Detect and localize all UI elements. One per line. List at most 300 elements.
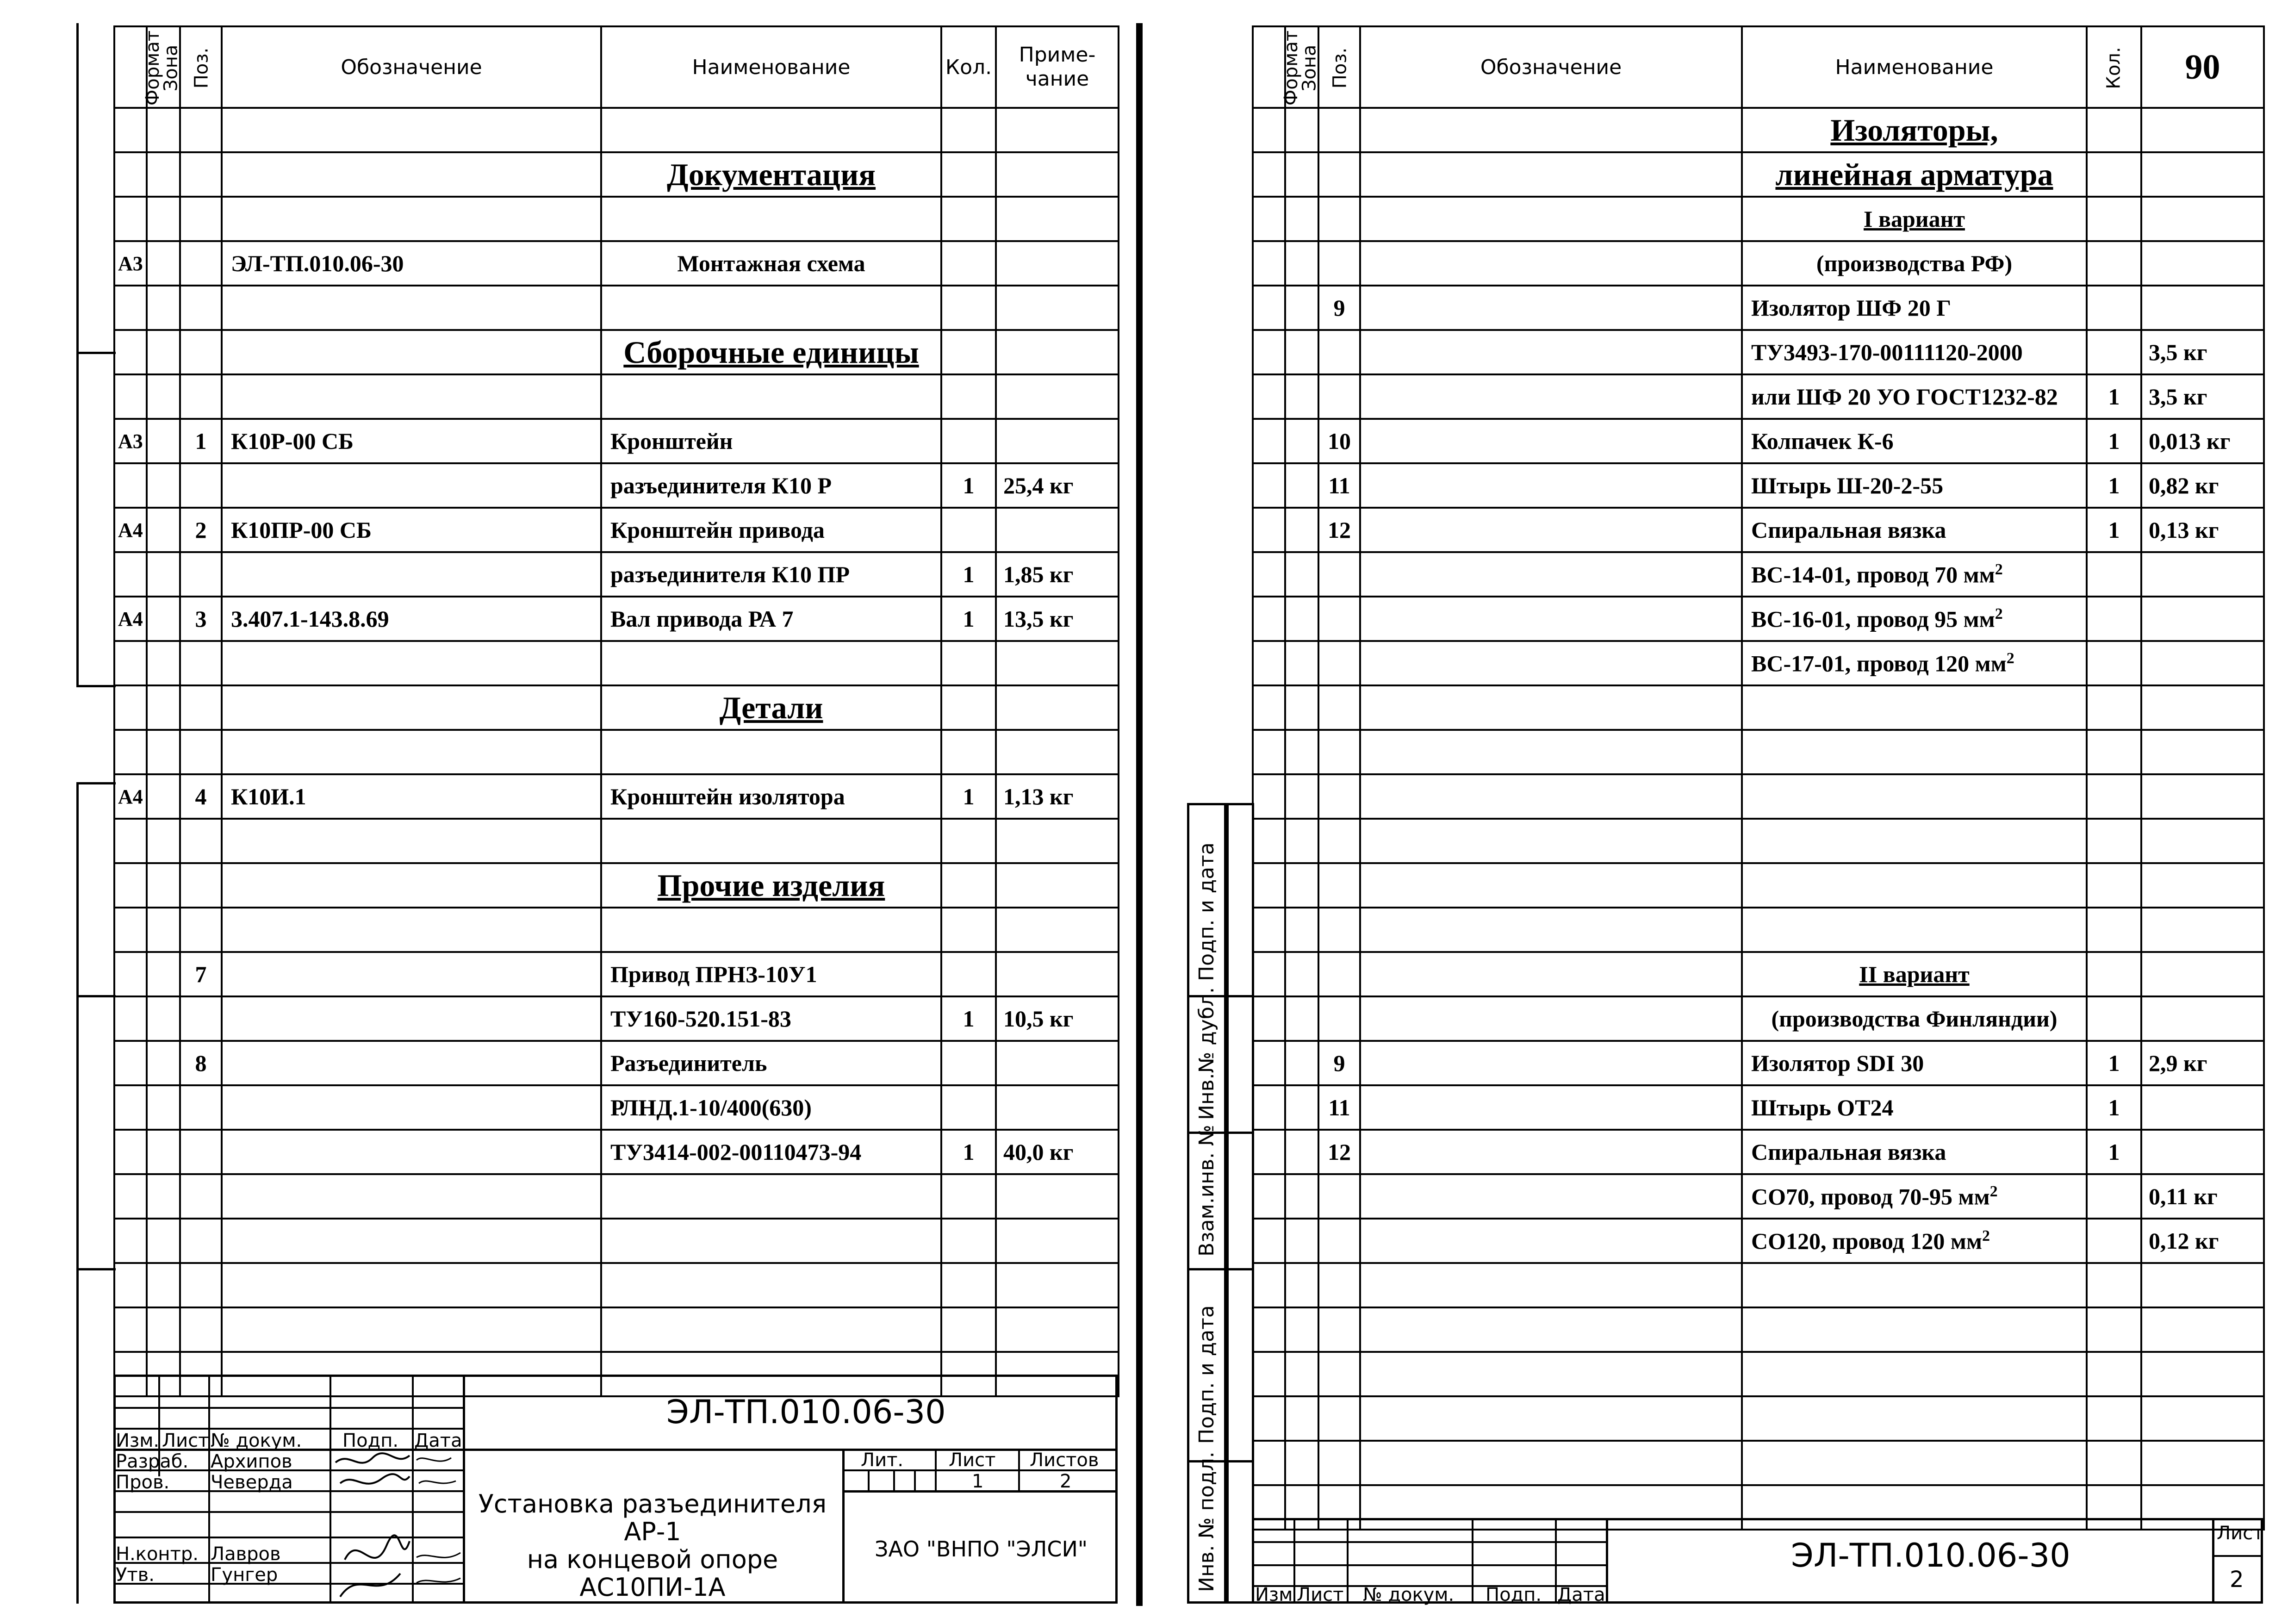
cell-designation: [1360, 419, 1742, 463]
cell-designation: [222, 641, 601, 685]
cell-qty: 1: [941, 463, 996, 508]
cell-pos: 3: [180, 597, 222, 641]
header-zone: Зона: [1285, 26, 1318, 108]
cell-qty: 1: [941, 597, 996, 641]
cell-qty: 1: [941, 774, 996, 819]
cell-note: 13,5 кг: [996, 597, 1119, 641]
table-row: [114, 1130, 1119, 1174]
cell-note: [996, 819, 1119, 863]
table-row: [1253, 774, 2264, 819]
table-row: [114, 641, 1119, 685]
cell-format: [1253, 152, 1285, 197]
cell-format: А4: [114, 508, 147, 552]
cell-pos: 2: [180, 508, 222, 552]
cell-format: [1253, 241, 1285, 286]
cell-pos: [180, 374, 222, 419]
cell-designation: [1360, 730, 1742, 774]
cell-zone: [147, 463, 180, 508]
cell-qty: [2087, 1219, 2141, 1263]
header-format: Формат: [1253, 26, 1285, 108]
cell-zone: [1285, 1352, 1318, 1396]
cell-qty: [2087, 996, 2141, 1041]
col-list: Лист: [162, 1430, 209, 1451]
cell-name: Кронштейн привода: [601, 508, 941, 552]
cell-format: [114, 685, 147, 730]
cell-name: [1742, 108, 2087, 152]
cell-format: [114, 996, 147, 1041]
cell-zone: [147, 1174, 180, 1219]
cell-note: [996, 108, 1119, 152]
cell-designation: [222, 374, 601, 419]
role-nkontr: Н.контр.: [116, 1543, 199, 1565]
cell-zone: [1285, 286, 1318, 330]
cell-qty: 1: [2087, 463, 2141, 508]
cell-zone: [147, 1219, 180, 1263]
cell-zone: [147, 774, 180, 819]
table-row: [1253, 952, 2264, 996]
cell-name-text: II вариант: [1859, 961, 1970, 987]
cell-name: [1742, 1352, 2087, 1396]
left-binding-line: [76, 23, 79, 687]
cell-name: [1742, 463, 2087, 508]
cell-note: 0,12 кг: [2141, 1219, 2264, 1263]
cell-name: [1742, 286, 2087, 330]
cell-name: Привод ПРНЗ-10У1: [601, 952, 941, 996]
cell-designation: [1360, 1041, 1742, 1085]
cell-designation: [222, 1085, 601, 1130]
cell-name-text: (производства Финляндии): [1771, 1006, 2058, 1032]
cell-zone: [1285, 463, 1318, 508]
table-row: [114, 597, 1119, 641]
table-row: [1253, 819, 2264, 863]
cell-qty: [941, 241, 996, 286]
table-row: [114, 552, 1119, 597]
table-row: [1253, 1441, 2264, 1485]
cell-format: [114, 908, 147, 952]
cell-designation: [1360, 996, 1742, 1041]
cell-note: [2141, 597, 2264, 641]
cell-designation: [1360, 197, 1742, 241]
cell-zone: [1285, 819, 1318, 863]
table-row: [114, 1219, 1119, 1263]
cell-name-superscript: 2: [1995, 560, 2003, 578]
cell-format: [1253, 1396, 1285, 1441]
cell-note: [2141, 952, 2264, 996]
side-podp-data-2: Подп. и дата: [1195, 1305, 1218, 1444]
cell-format: [114, 552, 147, 597]
cell-name: [1742, 152, 2087, 197]
cell-note: [996, 1219, 1119, 1263]
cell-designation: [1360, 241, 1742, 286]
cell-format: [1253, 730, 1285, 774]
sheet-label: Лист: [949, 1450, 996, 1471]
right-col-ndoc: № докум.: [1363, 1584, 1455, 1605]
cell-pos: [180, 1130, 222, 1174]
cell-designation: К10И.1: [222, 774, 601, 819]
cell-zone: [1285, 1041, 1318, 1085]
cell-name: [1742, 1041, 2087, 1085]
cell-format: [1253, 1352, 1285, 1396]
cell-designation: [222, 1130, 601, 1174]
cell-name-text: ВС-14-01, провод 70 мм: [1751, 561, 1995, 588]
side-strip-inner: [1226, 803, 1254, 1604]
cell-qty: [2087, 330, 2141, 374]
cell-name: [1742, 863, 2087, 908]
cell-name-text: линейная арматура: [1775, 156, 2053, 192]
cell-note: [996, 241, 1119, 286]
table-row: [114, 1307, 1119, 1352]
cell-format: [1253, 108, 1285, 152]
cell-format: [1253, 419, 1285, 463]
cell-qty: [941, 152, 996, 197]
cell-qty: [2087, 685, 2141, 730]
header-note: Приме- чание: [996, 26, 1119, 108]
cell-format: [1253, 1085, 1285, 1130]
cell-name-text: (производства РФ): [1816, 250, 2013, 276]
cell-zone: [147, 330, 180, 374]
table-row: [114, 1174, 1119, 1219]
cell-pos: 11: [1318, 463, 1360, 508]
cell-qty: [941, 419, 996, 463]
cell-qty: 1: [2087, 508, 2141, 552]
cell-note: 0,013 кг: [2141, 419, 2264, 463]
cell-format: [1253, 1130, 1285, 1174]
cell-name: [1742, 419, 2087, 463]
table-row: [114, 1263, 1119, 1307]
lit-label: Лит.: [861, 1450, 904, 1471]
table-row: [114, 1041, 1119, 1085]
table-row: [114, 952, 1119, 996]
cell-name: разъединителя К10 Р: [601, 463, 941, 508]
cell-pos: [1318, 908, 1360, 952]
cell-pos: [180, 286, 222, 330]
cell-zone: [147, 241, 180, 286]
cell-name: Кронштейн изолятора: [601, 774, 941, 819]
cell-format: [114, 1041, 147, 1085]
sheets-label: Листов: [1030, 1450, 1099, 1471]
cell-designation: [222, 908, 601, 952]
cell-zone: [1285, 1085, 1318, 1130]
cell-pos: [1318, 374, 1360, 419]
cell-qty: [941, 1085, 996, 1130]
cell-name: [1742, 1307, 2087, 1352]
side-vzam-inv: Взам.инв. №: [1195, 1125, 1218, 1257]
cell-designation: [222, 1263, 601, 1307]
cell-name: [1742, 1219, 2087, 1263]
cell-format: [114, 374, 147, 419]
cell-name: РЛНД.1-10/400(630): [601, 1085, 941, 1130]
cell-pos: 12: [1318, 1130, 1360, 1174]
table-row: [1253, 152, 2264, 197]
cell-name: Кронштейн: [601, 419, 941, 463]
cell-pos: [1318, 152, 1360, 197]
cell-zone: [1285, 641, 1318, 685]
cell-note: [996, 1041, 1119, 1085]
cell-name: [1742, 1174, 2087, 1219]
table-row: [114, 152, 1119, 197]
cell-qty: [941, 819, 996, 863]
cell-pos: [180, 819, 222, 863]
cell-name: [1742, 241, 2087, 286]
cell-note: 1,13 кг: [996, 774, 1119, 819]
cell-name: [1742, 508, 2087, 552]
cell-name: [1742, 774, 2087, 819]
cell-designation: [1360, 1263, 1742, 1307]
cell-name-text: Спиральная вязка: [1751, 517, 1946, 543]
cell-name-text: ВС-16-01, провод 95 мм: [1751, 606, 1995, 632]
cell-pos: [1318, 597, 1360, 641]
cell-designation: [1360, 819, 1742, 863]
cell-name: [1742, 996, 2087, 1041]
cell-pos: 4: [180, 774, 222, 819]
cell-pos: [1318, 1352, 1360, 1396]
cell-zone: [147, 374, 180, 419]
right-col-list: Лист: [1297, 1584, 1344, 1605]
cell-name: [601, 197, 941, 241]
cell-note: [2141, 1130, 2264, 1174]
signatures: [331, 1449, 465, 1604]
cell-zone: [147, 597, 180, 641]
cell-name-text: ВС-17-01, провод 120 мм: [1751, 650, 2007, 677]
cell-designation: [1360, 463, 1742, 508]
cell-pos: [1318, 330, 1360, 374]
cell-pos: [1318, 552, 1360, 597]
left-spec-table: [113, 25, 1119, 1397]
cell-qty: 1: [2087, 374, 2141, 419]
cell-pos: [180, 908, 222, 952]
table-row: [1253, 463, 2264, 508]
cell-pos: [1318, 996, 1360, 1041]
cell-name: [601, 108, 941, 152]
table-row: [1253, 197, 2264, 241]
cell-qty: [941, 641, 996, 685]
cell-name: Сборочные единицы: [601, 330, 941, 374]
cell-designation: 3.407.1-143.8.69: [222, 597, 601, 641]
cell-note: [996, 1307, 1119, 1352]
cell-pos: 8: [180, 1041, 222, 1085]
cell-name: [1742, 685, 2087, 730]
table-row: [1253, 1041, 2264, 1085]
cell-zone: [1285, 552, 1318, 597]
cell-pos: [180, 108, 222, 152]
cell-zone: [1285, 152, 1318, 197]
cell-format: [114, 863, 147, 908]
cell-format: [1253, 1174, 1285, 1219]
table-row: [1253, 286, 2264, 330]
cell-pos: [180, 463, 222, 508]
cell-format: [1253, 908, 1285, 952]
cell-designation: К10Р-00 СБ: [222, 419, 601, 463]
cell-designation: [222, 819, 601, 863]
table-row: [1253, 996, 2264, 1041]
cell-zone: [147, 108, 180, 152]
cell-designation: [222, 197, 601, 241]
header-name: Наименование: [601, 26, 941, 108]
cell-qty: [941, 197, 996, 241]
cell-format: А3: [114, 241, 147, 286]
cell-designation: [1360, 1396, 1742, 1441]
cell-note: [2141, 241, 2264, 286]
cell-note: [996, 286, 1119, 330]
cell-note: 1,85 кг: [996, 552, 1119, 597]
cell-pos: [180, 552, 222, 597]
cell-zone: [1285, 908, 1318, 952]
cell-name-text: или ШФ 20 УО ГОСТ1232-82: [1751, 384, 2058, 410]
cell-pos: 10: [1318, 419, 1360, 463]
cell-qty: [2087, 597, 2141, 641]
left-stamp-doc-code: ЭЛ-ТП.010.06-30: [666, 1393, 946, 1431]
cell-name-text: Штырь Ш-20-2-55: [1751, 473, 1944, 498]
cell-format: [1253, 374, 1285, 419]
cell-qty: [2087, 1174, 2141, 1219]
cell-name-text: I вариант: [1864, 206, 1965, 232]
left-stamp-title: Установка разъединителя АР-1 на концевой опоре АС10ПИ-1А: [478, 1489, 827, 1602]
cell-name-text: СО120, провод 120 мм: [1751, 1228, 1982, 1254]
cell-qty: [2087, 908, 2141, 952]
cell-designation: [1360, 908, 1742, 952]
cell-zone: [1285, 685, 1318, 730]
cell-name: Документация: [601, 152, 941, 197]
table-row: [114, 108, 1119, 152]
cell-format: [1253, 197, 1285, 241]
cell-format: [1253, 1263, 1285, 1307]
cell-note: [2141, 1396, 2264, 1441]
cell-zone: [147, 641, 180, 685]
cell-designation: [1360, 1307, 1742, 1352]
cell-qty: [2087, 774, 2141, 819]
cell-zone: [147, 996, 180, 1041]
cell-name-text: Изоляторы,: [1830, 112, 1998, 148]
cell-note: 0,82 кг: [2141, 463, 2264, 508]
cell-name: [1742, 908, 2087, 952]
cell-note: 2,9 кг: [2141, 1041, 2264, 1085]
cell-qty: [2087, 952, 2141, 996]
cell-designation: [1360, 108, 1742, 152]
cell-note: 40,0 кг: [996, 1130, 1119, 1174]
cell-designation: [1360, 286, 1742, 330]
cell-qty: [941, 1307, 996, 1352]
cell-zone: [147, 730, 180, 774]
cell-zone: [1285, 330, 1318, 374]
cell-name: Разъединитель: [601, 1041, 941, 1085]
cell-qty: [2087, 641, 2141, 685]
cell-qty: [2087, 108, 2141, 152]
cell-pos: [180, 241, 222, 286]
cell-name: [601, 1219, 941, 1263]
cell-note: [2141, 908, 2264, 952]
cell-pos: 7: [180, 952, 222, 996]
cell-designation: К10ПР-00 СБ: [222, 508, 601, 552]
cell-pos: [1318, 1174, 1360, 1219]
cell-pos: [1318, 641, 1360, 685]
table-row: [114, 685, 1119, 730]
cell-note: [2141, 1263, 2264, 1307]
cell-zone: [1285, 241, 1318, 286]
table-row: [1253, 1219, 2264, 1263]
cell-note: [996, 952, 1119, 996]
table-row: [1253, 330, 2264, 374]
cell-format: [114, 819, 147, 863]
table-row: [1253, 908, 2264, 952]
cell-format: [114, 1130, 147, 1174]
cell-format: [114, 1174, 147, 1219]
right-col-izm: Изм: [1255, 1584, 1293, 1605]
cell-zone: [1285, 597, 1318, 641]
cell-format: [1253, 685, 1285, 730]
cell-name-text: Колпачек К-6: [1751, 428, 1894, 454]
cell-name: Монтажная схема: [601, 241, 941, 286]
cell-pos: [1318, 241, 1360, 286]
cell-note: [996, 1085, 1119, 1130]
cell-name: [1742, 641, 2087, 685]
cell-zone: [147, 552, 180, 597]
cell-qty: 1: [2087, 1041, 2141, 1085]
cell-designation: [1360, 552, 1742, 597]
cell-pos: [180, 863, 222, 908]
cell-qty: 1: [2087, 1085, 2141, 1130]
cell-zone: [1285, 730, 1318, 774]
cell-zone: [147, 1130, 180, 1174]
table-row: [114, 419, 1119, 463]
cell-format: [114, 330, 147, 374]
cell-name: Вал привода РА 7: [601, 597, 941, 641]
cell-designation: [222, 552, 601, 597]
cell-name: [1742, 1441, 2087, 1485]
header-name: Наименование: [1742, 26, 2087, 108]
cell-note: [996, 685, 1119, 730]
table-row: [1253, 863, 2264, 908]
cell-format: [114, 1263, 147, 1307]
cell-qty: [941, 286, 996, 330]
cell-zone: [1285, 108, 1318, 152]
cell-pos: [180, 996, 222, 1041]
table-row: [114, 819, 1119, 863]
cell-designation: [222, 996, 601, 1041]
cell-format: [1253, 952, 1285, 996]
right-spec-table: [1252, 25, 2265, 1531]
table-row: [114, 463, 1119, 508]
cell-designation: [222, 952, 601, 996]
cell-qty: [2087, 1263, 2141, 1307]
cell-format: [114, 952, 147, 996]
cell-note: [2141, 108, 2264, 152]
cell-note: [996, 1263, 1119, 1307]
name-prov: Чеверда: [211, 1472, 293, 1493]
cell-note: [2141, 552, 2264, 597]
cell-name: [1742, 197, 2087, 241]
cell-name-superscript: 2: [1989, 1182, 1998, 1200]
table-row: [1253, 508, 2264, 552]
cell-designation: [222, 1219, 601, 1263]
cell-note: [996, 197, 1119, 241]
cell-qty: [941, 863, 996, 908]
cell-pos: [180, 1174, 222, 1219]
cell-zone: [147, 152, 180, 197]
cell-zone: [147, 952, 180, 996]
cell-qty: [941, 908, 996, 952]
side-inv-podl: Инв. № подл.: [1195, 1451, 1218, 1592]
cell-zone: [1285, 1130, 1318, 1174]
cell-pos: [1318, 1307, 1360, 1352]
table-row: [1253, 641, 2264, 685]
table-row: [1253, 730, 2264, 774]
cell-qty: [941, 1041, 996, 1085]
cell-name: [601, 641, 941, 685]
cell-format: А4: [114, 597, 147, 641]
right-sheet-value: 2: [2230, 1567, 2244, 1593]
role-razrab: Разраб.: [116, 1451, 189, 1472]
cell-note: [2141, 730, 2264, 774]
